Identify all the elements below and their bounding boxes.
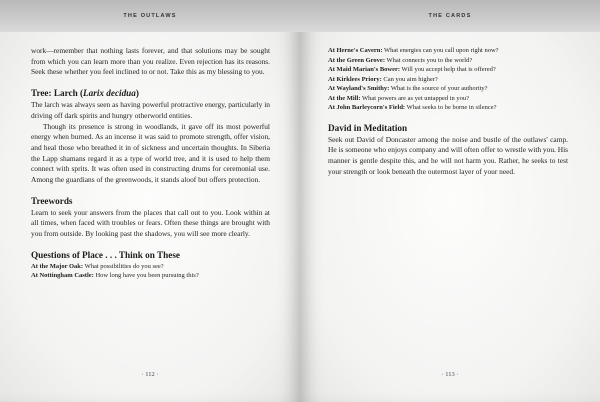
question-line: At John Barleycorn's Field: What seeks to be borne in silence? xyxy=(328,104,497,111)
left-page-number: · 112 · xyxy=(141,371,159,378)
left-running-head: THE OUTLAWS xyxy=(123,13,177,19)
question-line: At Wayland's Smithy: What is the source of your authority? xyxy=(328,85,488,92)
treewords-heading: Treewords xyxy=(31,195,73,206)
question-line: At the Mill: What powers are as yet untapped in you? xyxy=(328,94,470,102)
question-line: At the Green Grove: What connects you to the world? xyxy=(328,56,473,64)
questions-heading: Questions of Place . . . Think on These xyxy=(31,249,180,260)
tree-paragraph-2: Though its presence is strong in woodlands, it gave off its most powerful energy when burned. As an incense it was said to promote strength, offer vision, and heal those who breathed it in of sickness and uncertain thoughts. In Siberia the Lapp shamans regard it as a type of world tree, and it is used to help them connect with sprits. It was often used in constructing drums for ceremonial use. Among the guardians of the greenwoods, it stands aloof but offers protection. xyxy=(31,121,270,185)
left-header-band xyxy=(0,0,300,32)
treewords-paragraph: Learn to seek your answers from the places that call out to you. Look within at all times, when faced with troubles or fears. Often these things are brought with you from outside. By looking past the shadows, you will see more clearly. xyxy=(31,207,270,239)
meditation-paragraph: Seek out David of Doncaster among the noise and bustle of the outlaws' camp. He is someone who enjoys company and will often offer to wrestle with you. His manner is gentle despite this, and he will not harm you. Rather, he seeks to test your strength or look beneath the outermost layer of your need. xyxy=(328,134,568,176)
question-line: At the Major Oak: What possibilities do you see? xyxy=(31,262,164,270)
right-running-head: THE CARDS xyxy=(428,13,472,19)
question-line: At Maid Marian's Bower: Will you accept help that is offered? xyxy=(328,66,496,73)
question-line: At Kirklees Priory: Can you aim higher? xyxy=(328,75,438,83)
question-line: At Nottingham Castle: How long have you been pursuing this? xyxy=(31,272,199,280)
question-line: At Herne's Cavern: What energies can you call upon right now? xyxy=(328,47,499,54)
tree-paragraph-1: The larch was always seen as having powerful protractive energy, particularly in driving off dark spirits and hungry otherworld entities. xyxy=(31,100,270,120)
right-page xyxy=(300,0,600,402)
tree-heading: Tree: Larch (Larix decidua) xyxy=(31,88,139,99)
tree-latin-name: Larix decidua xyxy=(83,88,136,99)
intro-paragraph: work—remember that nothing lasts forever, and that solutions may be sought from which you can learn more than you realize. Even rejection has its reasons. Seek these whether you feel inclined to or not. Take this as my blessing to you. xyxy=(31,46,270,77)
meditation-heading: David in Meditation xyxy=(328,122,408,133)
right-page-number: · 113 · xyxy=(441,371,459,378)
right-header-band xyxy=(300,0,600,32)
